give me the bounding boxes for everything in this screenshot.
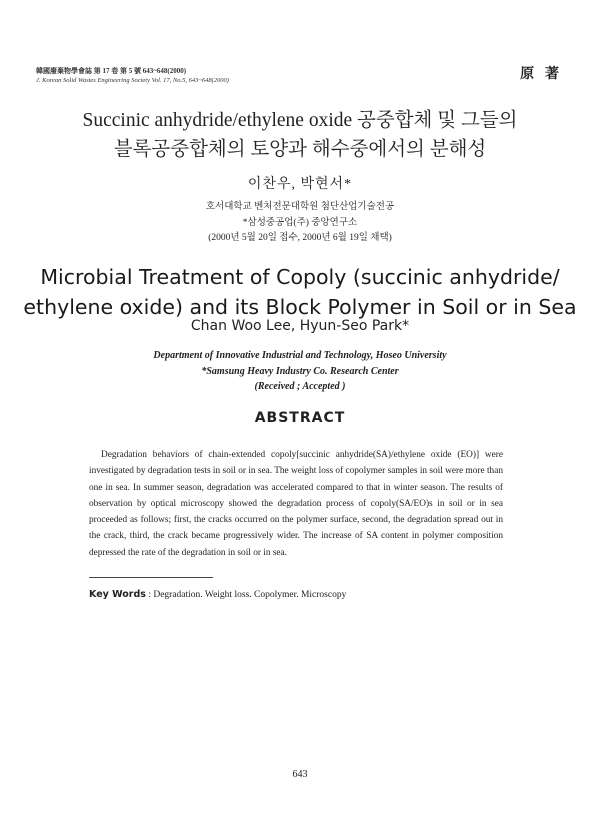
journal-name-korean: 韓國廢棄物學會誌 第 17 卷 第 5 號 643~648(2000) [36, 67, 187, 75]
korean-affiliation-1: 호서대학교 벤처전문대학원 첨단산업기술전공 [205, 202, 395, 212]
keywords-text: : Degradation. Weight loss. Copolymer. Microscopy [148, 590, 347, 600]
article-type-tag: 原 著 [520, 66, 562, 82]
abstract-heading: ABSTRACT [254, 410, 346, 426]
korean-title-line-2: 블록공중합체의 토양과 해수중에서의 분해성 [113, 139, 487, 160]
korean-title-line-1: Succinic anhydride/ethylene oxide 공중합체 및 그들의 [82, 110, 518, 131]
english-title [0, 262, 600, 322]
journal-header [36, 66, 229, 86]
keywords-label: Key Words [89, 589, 146, 600]
english-title-line-2: ethylene oxide) and its Block Polymer in Soil or in Sea [23, 295, 577, 319]
english-affiliations [0, 348, 600, 395]
english-received-dates: (Received ; Accepted ) [254, 381, 346, 392]
english-affiliation-2: *Samsung Heavy Industry Co. Research Center [201, 365, 399, 377]
english-title-line-1: Microbial Treatment of Copoly (succinic anhydride/ [40, 265, 560, 289]
abstract-body: Degradation behaviors of chain-extended copoly[succinic anhydride(SA)/ethylene oxide (EO)] were investigated by degradation tests in soil or in sea. The weight loss of copolymer samples in soil were more than one in sea. In summer season, degradation was accelerated compared to that in winter season. The results of observation by optical microscopy showed the degradation process of copoly(SA/EO)s in soil or in sea proceeded as follows; first, the cracks occurred on the polymer surface, second, the degradation spread out in the crack, third, the crack became progressively wider. The increase of SA content in polymer composition depressed the rate of the degradation in soil or in sea. [89, 450, 503, 558]
korean-affiliation-2: *삼성중공업(주) 중앙연구소 [242, 217, 358, 228]
english-authors: Chan Woo Lee, Hyun-Seo Park* [190, 318, 410, 334]
korean-title [0, 106, 600, 164]
korean-received-dates: (2000년 5월 20일 접수, 2000년 6월 19일 채택) [208, 233, 392, 243]
page-number: 643 [292, 769, 308, 780]
english-affiliation-1: Department of Innovative Industrial and Technology, Hoseo University [153, 350, 447, 361]
keywords [89, 589, 346, 600]
journal-name-english: J. Korean Solid Wastes Engineering Society Vol. 17, No.5, 643~648(2000) [36, 77, 229, 84]
korean-authors: 이찬우, 박현서* [247, 177, 353, 192]
footnote-divider [89, 577, 213, 578]
korean-affiliations [0, 200, 600, 247]
